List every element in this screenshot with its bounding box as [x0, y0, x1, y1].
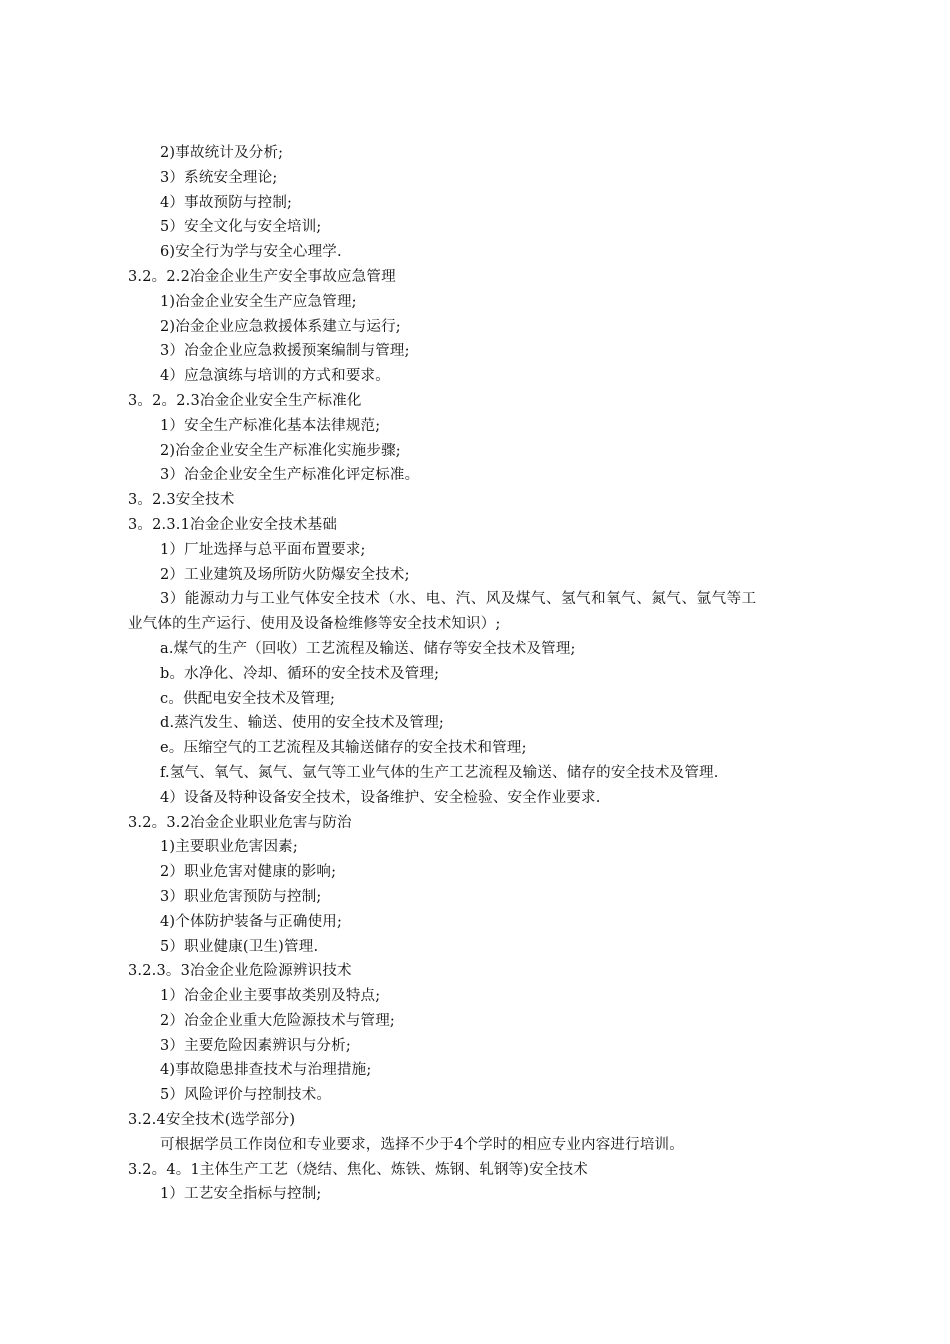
- list-item: 1)冶金企业安全生产应急管理;: [160, 293, 357, 310]
- list-item-wrapped-line: 3）能源动力与工业气体安全技术（水、电、汽、风及煤气、氢气和氧气、氮气、氩气等工: [160, 591, 757, 608]
- list-item: 1）厂址选择与总平面布置要求;: [160, 541, 366, 558]
- list-item: 3）职业危害预防与控制;: [160, 888, 322, 905]
- list-item: f.氢气、氧气、氮气、氩气等工业气体的生产工艺流程及输送、储存的安全技术及管理.: [160, 764, 719, 781]
- list-item: e。压缩空气的工艺流程及其输送储存的安全技术和管理;: [160, 740, 527, 757]
- list-item: 可根据学员工作岗位和专业要求，选择不少于4个学时的相应专业内容进行培训。: [160, 1136, 684, 1153]
- list-item: 4）应急演练与培训的方式和要求。: [160, 368, 390, 385]
- section-heading: 3。2.3.1冶金企业安全技术基础: [128, 516, 338, 533]
- list-item: 3）冶金企业安全生产标准化评定标准。: [160, 467, 420, 484]
- list-item: 1）冶金企业主要事故类别及特点;: [160, 988, 381, 1005]
- list-item: 2)冶金企业安全生产标准化实施步骤;: [160, 442, 401, 459]
- section-heading: 3.2。3.2冶金企业职业危害与防治: [128, 814, 352, 831]
- list-item: d.蒸汽发生、输送、使用的安全技术及管理;: [160, 715, 444, 732]
- list-item: 3）系统安全理论;: [160, 169, 278, 186]
- list-item: 3）冶金企业应急救援预案编制与管理;: [160, 343, 410, 360]
- list-item: 1）工艺安全指标与控制;: [160, 1186, 322, 1203]
- list-item: 5）安全文化与安全培训;: [160, 219, 322, 236]
- document-body: [128, 141, 828, 1207]
- list-item: 2）职业危害对健康的影响;: [160, 864, 337, 881]
- list-item: 2）冶金企业重大危险源技术与管理;: [160, 1012, 396, 1029]
- list-item: 3）主要危险因素辨识与分析;: [160, 1037, 351, 1054]
- section-heading: 3.2。2.2冶金企业生产安全事故应急管理: [128, 268, 396, 285]
- list-item: 4)事故隐患排查技术与治理措施;: [160, 1062, 372, 1079]
- list-item: 2）工业建筑及场所防火防爆安全技术;: [160, 566, 410, 583]
- list-item: 6)安全行为学与安全心理学.: [160, 244, 342, 261]
- section-heading: 3。2.3安全技术: [128, 492, 235, 509]
- list-item-wrapped-line: 业气体的生产运行、使用及设备检维修等安全技术知识）;: [128, 616, 501, 633]
- list-item: 4）事故预防与控制;: [160, 194, 293, 211]
- section-heading: 3.2。4。1主体生产工艺（烧结、焦化、炼铁、炼钢、轧钢等)安全技术: [128, 1161, 588, 1178]
- section-heading: 3.2.3。3冶金企业危险源辨识技术: [128, 963, 352, 980]
- list-item: 4）设备及特种设备安全技术，设备维护、安全检验、安全作业要求.: [160, 789, 601, 806]
- list-item: 1)主要职业危害因素;: [160, 839, 298, 856]
- list-item: a.煤气的生产（回收）工艺流程及输送、储存等安全技术及管理;: [160, 640, 576, 657]
- list-item: 5）风险评价与控制技术。: [160, 1087, 332, 1104]
- list-item: 2)冶金企业应急救援体系建立与运行;: [160, 318, 401, 335]
- list-item: c。供配电安全技术及管理;: [160, 690, 336, 707]
- section-heading: 3.2.4安全技术(选学部分): [128, 1112, 296, 1129]
- list-item: 4)个体防护装备与正确使用;: [160, 913, 343, 930]
- list-item: 5）职业健康(卫生)管理.: [160, 938, 319, 955]
- section-heading: 3。2。2.3冶金企业安全生产标准化: [128, 392, 362, 409]
- list-item: 1）安全生产标准化基本法律规范;: [160, 417, 381, 434]
- list-item: b。水净化、冷却、循环的安全技术及管理;: [160, 665, 440, 682]
- list-item: 2)事故统计及分析;: [160, 145, 284, 161]
